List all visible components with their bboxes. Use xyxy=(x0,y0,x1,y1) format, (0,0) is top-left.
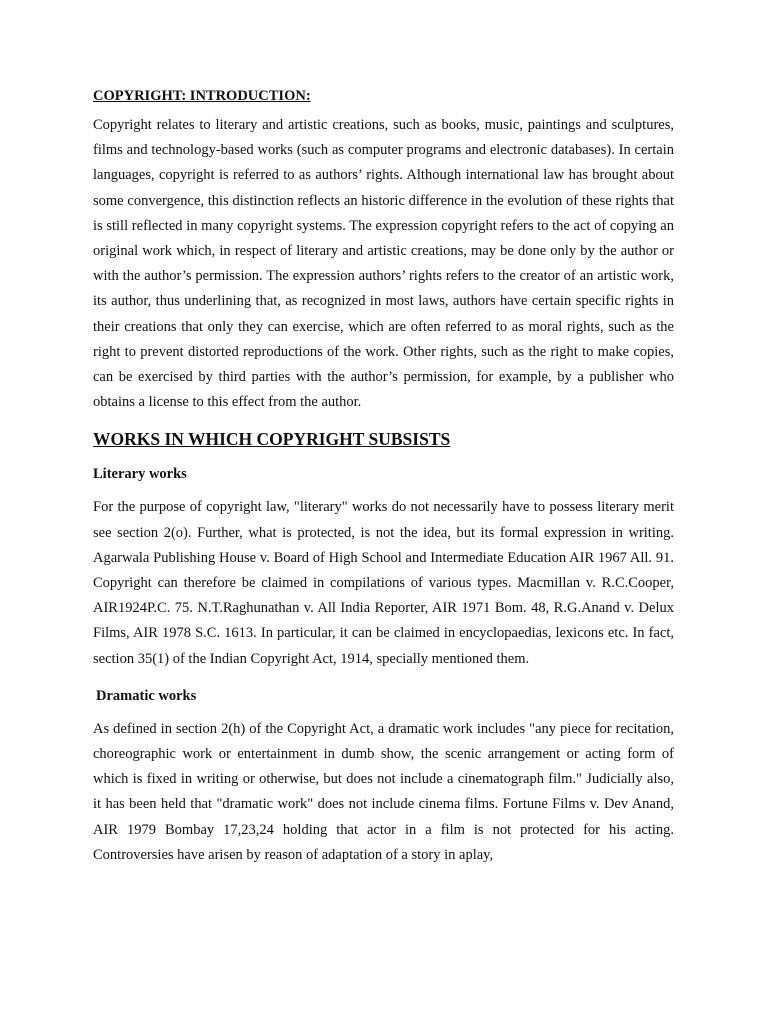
section-heading: WORKS IN WHICH COPYRIGHT SUBSISTS xyxy=(93,429,451,450)
intro-heading: COPYRIGHT: INTRODUCTION: xyxy=(93,88,311,104)
dramatic-works-paragraph: As defined in section 2(h) of the Copyright Act, a dramatic work includes "any piece for recitation, choreographic work or entertainment in dumb show, the scenic arrangement or acting form of which is fixed in writing or otherwise, but does not include a cinematograph film." Judicially also, it has been held that "dramatic work" does not include cinema films. Fortune Films v. Dev Anand, AIR 1979 Bombay 17,23,24 holding that actor in a film is not protected for his acting. Controversies have arisen by reason of adaptation of a story in aplay, xyxy=(93,720,674,863)
dramatic-works-heading: Dramatic works xyxy=(96,687,197,704)
literary-works-paragraph: For the purpose of copyright law, "literary" works do not necessarily have to possess literary merit see section 2(o). Further, what is protected, is not the idea, but its formal expression in writing. Agarwala Publishing House v. Board of High School and Intermediate Education AIR 1967 All. 91. Copyright can therefore be claimed in compilations of various types. Macmillan v. R.C.Cooper, AIR1924P.C. 75. N.T.Raghunathan v. All India Reporter, AIR 1971 Bom. 48, R.G.Anand v. Delux Films, AIR 1978 S.C. 1613. In particular, it can be claimed in encyclopaedias, lexicons etc. In fact, section 35(1) of the Indian Copyright Act, 1914, specially mentioned them. xyxy=(93,499,674,667)
literary-works-heading: Literary works xyxy=(93,466,187,483)
document-page xyxy=(93,85,674,868)
intro-paragraph: Copyright relates to literary and artistic creations, such as books, music, paintings and sculptures, films and technology-based works (such as computer programs and electronic databases). In certain languages, copyright is referred to as authors’ rights. Although international law has brought about some convergence, this distinction reflects an historic difference in the evolution of these rights that is still reflected in many copyright systems. The expression copyright refers to the act of copying an original work which, in respect of literary and artistic creations, may be done only by the author or with the author’s permission. The expression authors’ rights refers to the creator of an artistic work, its author, thus underlining that, as recognized in most laws, authors have certain specific rights in their creations that only they can exercise, which are often referred to as moral rights, such as the right to prevent distorted reproductions of the work. Other rights, such as the right to make copies, can be exercised by third parties with the author’s permission, for example, by a publisher who obtains a license to this effect from the author. xyxy=(93,117,674,411)
